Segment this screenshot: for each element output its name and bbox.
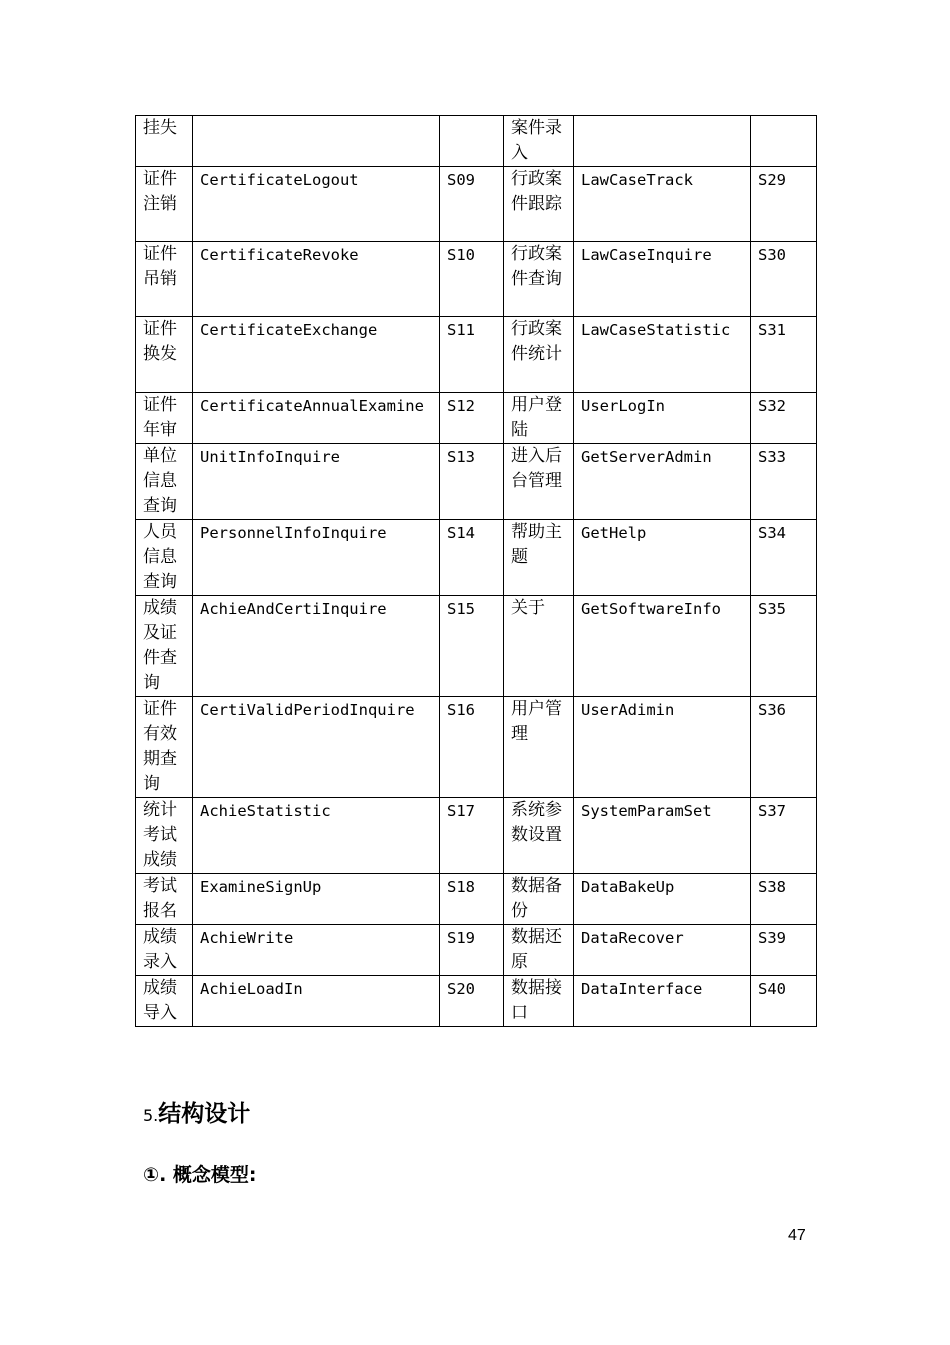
right-function-id: S36 <box>751 697 817 798</box>
section-title: 结构设计 <box>158 1101 251 1127</box>
right-function-code: UserAdimin <box>574 697 751 798</box>
right-function-code: GetHelp <box>574 520 751 596</box>
left-function-name: 证件年审 <box>136 393 193 444</box>
left-function-code: CertificateRevoke <box>193 242 440 317</box>
left-function-code: ExamineSignUp <box>193 874 440 925</box>
left-function-name: 证件换发 <box>136 317 193 393</box>
right-function-name: 数据接口 <box>504 976 574 1027</box>
right-function-code <box>574 116 751 167</box>
table-row <box>136 925 817 976</box>
right-function-name: 用户管理 <box>504 697 574 798</box>
left-function-id: S12 <box>440 393 504 444</box>
right-function-name: 帮助主题 <box>504 520 574 596</box>
left-function-code: AchieWrite <box>193 925 440 976</box>
right-function-code: UserLogIn <box>574 393 751 444</box>
right-function-code: LawCaseTrack <box>574 167 751 242</box>
right-function-id: S31 <box>751 317 817 393</box>
right-function-id: S29 <box>751 167 817 242</box>
left-function-code: AchieLoadIn <box>193 976 440 1027</box>
left-function-name: 单位信息查询 <box>136 444 193 520</box>
table-row <box>136 874 817 925</box>
left-function-code: AchieAndCertiInquire <box>193 596 440 697</box>
table-row <box>136 317 817 393</box>
table-row <box>136 697 817 798</box>
left-function-id <box>440 116 504 167</box>
table-row <box>136 444 817 520</box>
left-function-id: S17 <box>440 798 504 874</box>
left-function-code <box>193 116 440 167</box>
left-function-code: PersonnelInfoInquire <box>193 520 440 596</box>
table-row <box>136 393 817 444</box>
table-row <box>136 167 817 242</box>
right-function-code: DataInterface <box>574 976 751 1027</box>
table-row <box>136 520 817 596</box>
table-row <box>136 976 817 1027</box>
left-function-id: S10 <box>440 242 504 317</box>
left-function-id: S15 <box>440 596 504 697</box>
left-function-id: S20 <box>440 976 504 1027</box>
left-function-name: 统计考试成绩 <box>136 798 193 874</box>
right-function-code: LawCaseInquire <box>574 242 751 317</box>
left-function-code: CertiValidPeriodInquire <box>193 697 440 798</box>
right-function-code: DataBakeUp <box>574 874 751 925</box>
right-function-name: 案件录入 <box>504 116 574 167</box>
left-function-name: 考试报名 <box>136 874 193 925</box>
table-row <box>136 798 817 874</box>
right-function-code: GetServerAdmin <box>574 444 751 520</box>
right-function-name: 进入后台管理 <box>504 444 574 520</box>
left-function-id: S13 <box>440 444 504 520</box>
right-function-name: 行政案件统计 <box>504 317 574 393</box>
right-function-name: 用户登陆 <box>504 393 574 444</box>
right-function-name: 关于 <box>504 596 574 697</box>
right-function-name: 数据备份 <box>504 874 574 925</box>
page-number: 47 <box>788 1227 806 1244</box>
left-function-id: S11 <box>440 317 504 393</box>
left-function-name: 证件有效期查询 <box>136 697 193 798</box>
left-function-name: 成绩及证件查询 <box>136 596 193 697</box>
section-number: 5. <box>143 1106 159 1125</box>
left-function-code: CertificateLogout <box>193 167 440 242</box>
left-function-code: AchieStatistic <box>193 798 440 874</box>
right-function-id: S40 <box>751 976 817 1027</box>
left-function-id: S19 <box>440 925 504 976</box>
left-function-name: 证件注销 <box>136 167 193 242</box>
function-code-table <box>135 115 817 1027</box>
right-function-id: S30 <box>751 242 817 317</box>
right-function-id: S38 <box>751 874 817 925</box>
right-function-id: S37 <box>751 798 817 874</box>
right-function-id: S35 <box>751 596 817 697</box>
left-function-code: CertificateAnnualExamine <box>193 393 440 444</box>
right-function-code: DataRecover <box>574 925 751 976</box>
right-function-id <box>751 116 817 167</box>
left-function-id: S09 <box>440 167 504 242</box>
left-function-id: S16 <box>440 697 504 798</box>
right-function-id: S33 <box>751 444 817 520</box>
right-function-code: LawCaseStatistic <box>574 317 751 393</box>
section-heading <box>143 1095 250 1128</box>
left-function-name: 挂失 <box>136 116 193 167</box>
left-function-name: 成绩录入 <box>136 925 193 976</box>
table-body <box>136 116 817 1027</box>
left-function-id: S18 <box>440 874 504 925</box>
left-function-id: S14 <box>440 520 504 596</box>
table-row <box>136 596 817 697</box>
left-function-name: 人员信息查询 <box>136 520 193 596</box>
subsection-heading: ①. 概念模型: <box>143 1164 257 1186</box>
left-function-code: UnitInfoInquire <box>193 444 440 520</box>
right-function-name: 数据还原 <box>504 925 574 976</box>
left-function-name: 证件吊销 <box>136 242 193 317</box>
table-row <box>136 242 817 317</box>
right-function-id: S32 <box>751 393 817 444</box>
table-row <box>136 116 817 167</box>
right-function-id: S39 <box>751 925 817 976</box>
left-function-code: CertificateExchange <box>193 317 440 393</box>
right-function-name: 行政案件跟踪 <box>504 167 574 242</box>
right-function-name: 行政案件查询 <box>504 242 574 317</box>
right-function-code: GetSoftwareInfo <box>574 596 751 697</box>
right-function-code: SystemParamSet <box>574 798 751 874</box>
left-function-name: 成绩导入 <box>136 976 193 1027</box>
right-function-name: 系统参数设置 <box>504 798 574 874</box>
right-function-id: S34 <box>751 520 817 596</box>
